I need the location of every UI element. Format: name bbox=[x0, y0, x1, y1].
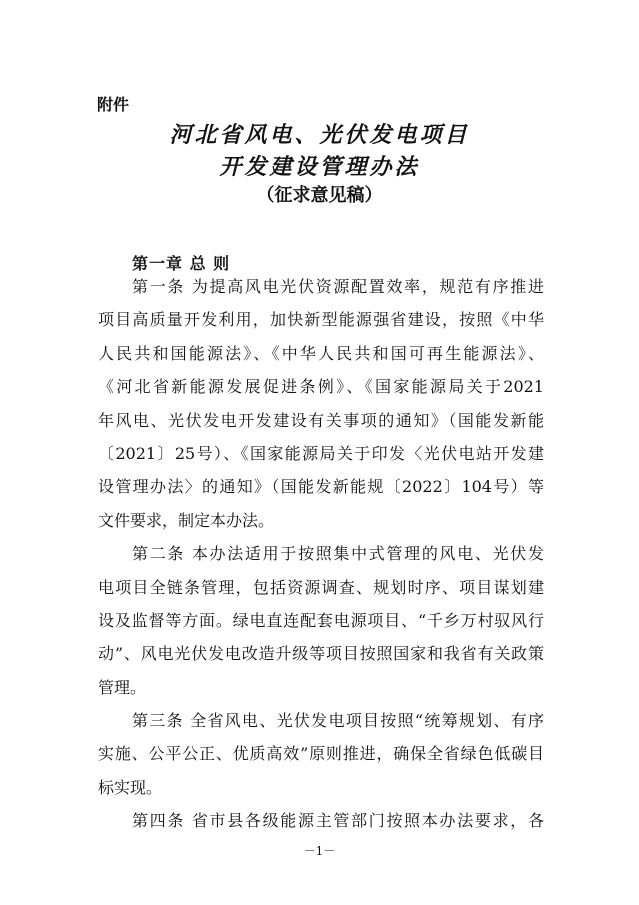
paragraph-line: 第二条 本办法适用于按照集中式管理的风电、光伏发 bbox=[132, 544, 544, 564]
paragraph-line: 人民共和国能源法》、《中华人民共和国可再生能源法》、 bbox=[98, 343, 544, 363]
paragraph-line: 〔2021〕25号）、《国家能源局关于印发〈光伏电站开发建 bbox=[98, 443, 544, 463]
paragraph-line: 第一条 为提高风电光伏资源配置效率，规范有序推进 bbox=[132, 277, 544, 296]
document-title-line1: 河北省风电、光伏发电项目 bbox=[169, 122, 470, 148]
paragraph bbox=[98, 804, 544, 837]
paragraph-line: 年风电、光伏发电开发建设有关事项的通知》（国能发新能 bbox=[98, 410, 544, 430]
chapter-heading: 第一章 总 则 bbox=[132, 254, 231, 273]
paragraph-line: 电项目全链条管理，包括资源调查、规划时序、项目谋划建 bbox=[98, 577, 544, 597]
paragraph-line: 第四条 省市县各级能源主管部门按照本办法要求，各 bbox=[132, 811, 544, 831]
paragraph bbox=[98, 704, 544, 804]
article-body bbox=[98, 270, 544, 838]
paragraph-line: 标实现。 bbox=[98, 777, 163, 797]
paragraph bbox=[98, 537, 544, 704]
paragraph bbox=[98, 270, 544, 537]
paragraph-line: 《河北省新能源发展促进条例》、《国家能源局关于2021 bbox=[98, 377, 544, 397]
paragraph-line: 设管理办法〉的通知》（国能发新能规〔2022〕104号）等 bbox=[98, 477, 544, 497]
document-subtitle: （征求意见稿） bbox=[256, 185, 383, 206]
paragraph-line: 设及监督等方面。绿电直连配套电源项目、“千乡万村驭风行 bbox=[98, 610, 544, 630]
attachment-label: 附件 bbox=[97, 95, 130, 114]
paragraph-line: 项目高质量开发利用，加快新型能源强省建设，按照《中华 bbox=[98, 310, 544, 330]
paragraph-line: 文件要求，制定本办法。 bbox=[98, 510, 275, 530]
paragraph-line: 动”、风电光伏发电改造升级等项目按照国家和我省有关政策 bbox=[98, 644, 544, 664]
document-title-line2: 开发建设管理办法 bbox=[219, 154, 420, 180]
paragraph-line: 管理。 bbox=[98, 677, 147, 697]
paragraph-line: 实施、公平公正、优质高效”原则推进，确保全省绿色低碳目 bbox=[98, 744, 544, 764]
page-number: －1－ bbox=[303, 844, 336, 858]
paragraph-line: 第三条 全省风电、光伏发电项目按照“统筹规划、有序 bbox=[132, 711, 544, 731]
